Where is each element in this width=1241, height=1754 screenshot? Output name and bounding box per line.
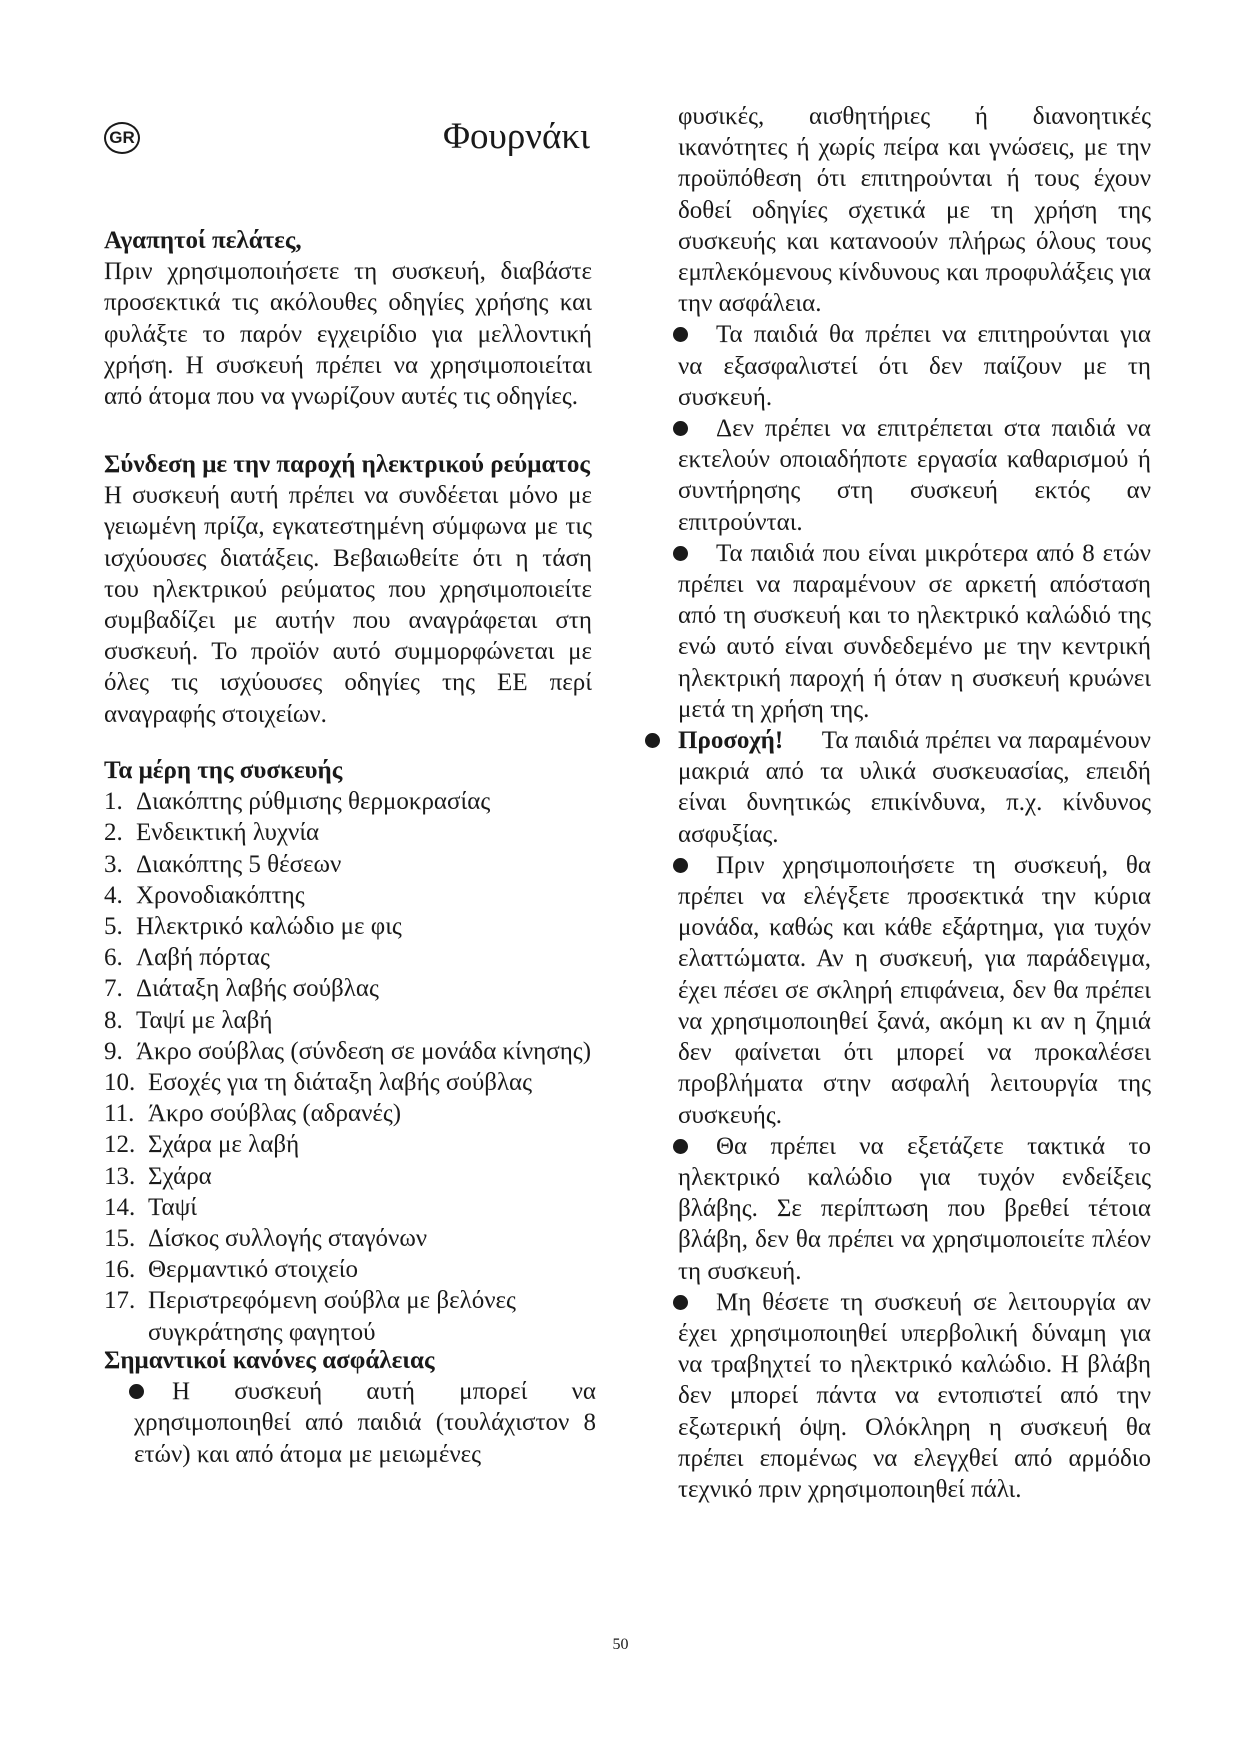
list-item: Τα παιδιά θα πρέπει να επιτηρούνται για να εξασφαλιστεί ότι δεν παίζουν με τη συσκευή. [678,319,1151,413]
list-item: 3. Διακόπτης 5 θέσεων [104,850,342,878]
list-item: 6. Λαβή πόρτας [104,944,270,972]
list-item: 17. Περιστρεφόμενη σούβλα με βελόνες συγκράτησης φαγητού [104,1287,516,1346]
language-badge: GR [104,122,140,154]
connection-text: Η συσκευή αυτή πρέπει να συνδέεται μόνο με γειωμένη πρίζα, εγκατεστημένη σύμφωνα με τις ισχύουσες διατάξεις. Βεβαιωθείτε ότι η τάση του ηλεκτρικού ρεύματος που χρησιμοποιείτε συμβαδίζει με αυτήν που αναγράφεται στη συσκευή. Το προϊόν αυτό συμμορφώνεται με όλες τις ισχύουσες οδηγίες της ΕΕ περί αναγραφής στοιχείων. [104,482,592,728]
intro-text: Πριν χρησιμοποιήσετε τη συσκευή, διαβάστε προσεκτικά τις ακόλουθες οδηγίες χρήσης και φυλάξτε το παρόν εγχειρίδιο για μελλοντική χρήση. Η συσκευή πρέπει να χρησιμοποιείται από άτομα που να γνωρίζουν αυτές τις οδηγίες. [104,258,592,411]
list-item: 11. Άκρο σούβλας (αδρανές) [104,1100,402,1128]
list-item: 2. Ενδεικτική λυχνία [104,819,320,847]
connection-heading: Σύνδεση με την παροχή ηλεκτρικού ρεύματος [104,451,590,478]
list-item: 13. Σχάρα [104,1162,212,1190]
bullet-icon [673,546,688,561]
list-item: 15. Δίσκος συλλογής σταγόνων [104,1225,428,1253]
bullet-icon [673,421,688,436]
list-item: 4. Χρονοδιακόπτης [104,881,305,909]
list-item: 5. Ηλεκτρικό καλώδιο με φις [104,913,402,941]
list-item: Η συσκευή αυτή μπορεί να χρησιμοποιηθεί από παιδιά (τουλάχιστον 8 ετών) και από άτομα με μειωμένες [134,1376,596,1470]
safety-list-start [134,1376,596,1470]
list-item: Δεν πρέπει να επιτρέπεται στα παιδιά να εκτελούν οποιαδήποτε εργασία καθαρισμού ή συντήρησης στη συσκευή εκτός αν επιτρούνται. [678,413,1151,538]
list-item: Θα πρέπει να εξετάζετε τακτικά το ηλεκτρικό καλώδιο για τυχόν ενδείξεις βλάβης. Σε περίπτωση που βρεθεί τέτοια βλάβη, δεν θα πρέπει να χρησιμοποιείτε πλέον τη συσκευή. [678,1131,1151,1287]
bullet-icon [129,1384,144,1399]
list-item: 10. Εσοχές για τη διάταξη λαβής σούβλας [104,1069,533,1097]
list-item: 12. Σχάρα με λαβή [104,1131,300,1159]
bullet-icon [645,733,660,748]
bullet-icon [673,327,688,342]
parts-heading: Τα μέρη της συσκευής [104,757,343,784]
list-item: 1. Διακόπτης ρύθμισης θερμοκρασίας [104,788,491,816]
list-item: 9. Άκρο σούβλας (σύνδεση σε μονάδα κίνησης) [104,1037,592,1065]
safety-list [678,319,1151,1505]
page-title: Φουρνάκι [442,116,590,157]
list-item: 8. Ταψί με λαβή [104,1006,273,1034]
page-number: 50 [612,1636,629,1653]
intro-greeting: Αγαπητοί πελάτες, [104,227,302,254]
list-item: Πριν χρησιμοποιήσετε τη συσκευή, θα πρέπει να ελέγξετε προσεκτικά την κύρια μονάδα, καθώς και κάθε εξάρτημα, για τυχόν ελαττώματα. Αν η συσκευή, για παράδειγμα, έχει πέσει σε σκληρή επιφάνεια, δεν θα πρέπει να χρησιμοποιηθεί ξανά, ακόμη κι αν η ζημιά δεν φαίνεται ότι μπορεί να προκαλέσει προβλήματα στην ασφαλή λειτουργία της συσκευής. [678,850,1151,1131]
list-item: Τα παιδιά που είναι μικρότερα από 8 ετών πρέπει να παραμένουν σε αρκετή απόσταση από τη συσκευή και το ηλεκτρικό καλώδιό της ενώ αυτό είναι συνδεδεμένο με την κεντρική ηλεκτρική παροχή ή όταν η συσκευή κρυώνει μετά τη χρήση της. [678,538,1151,725]
bullet-icon [673,858,688,873]
safety-continuation: φυσικές, αισθητήριες ή διανοητικές ικανότητες ή χωρίς πείρα και γνώσεις, με την προϋπόθεση ότι επιτηρούνται ή τους έχουν δοθεί οδηγίες σχετικά με τη χρήση της συσκευής και κατανοούν πλήρως όλους τους εμπλεκόμενους κίνδυνους και προφυλάξεις για την ασφάλεια. [678,103,1151,318]
list-item: 16. Θερμαντικό στοιχείο [104,1256,358,1284]
bullet-icon [673,1295,688,1310]
bullet-icon [673,1139,688,1154]
safety-heading: Σημαντικοί κανόνες ασφάλειας [104,1347,435,1374]
parts-list [104,786,592,1348]
list-item: 7. Διάταξη λαβής σούβλας [104,975,379,1003]
list-item: 14. Ταψί [104,1193,198,1221]
warning-item: Προσοχή! Τα παιδιά πρέπει να παραμένουν μακριά από τα υλικά συσκευασίας, επειδή είναι δυνητικώς επικίνδυνα, π.χ. κίνδυνος ασφυξίας. [678,725,1151,850]
list-item: Μη θέσετε τη συσκευή σε λειτουργία αν έχει χρησιμοποιηθεί υπερβολική δύναμη για να τραβηχτεί το ηλεκτρικό καλώδιο. Η βλάβη δεν μπορεί πάντα να εντοπιστεί από την εξωτερική όψη. Ολόκληρη η συσκευή θα πρέπει επομένως να ελεγχθεί από αρμόδιο τεχνικό πριν χρησιμοποιηθεί πάλι. [678,1287,1151,1505]
